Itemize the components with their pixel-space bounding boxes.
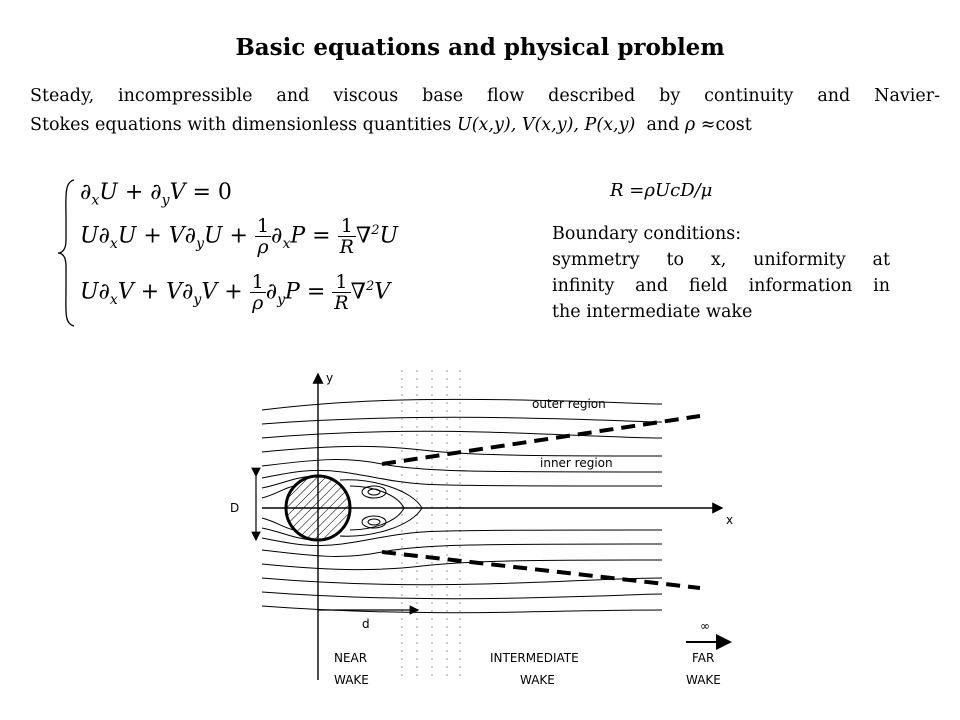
intermediate-wake-line-1: INTERMEDIATE	[490, 651, 579, 665]
axis-y-label: y	[326, 371, 334, 385]
bc-line-1: symmetry to x, uniformity at	[552, 250, 890, 270]
bc-line-2: infinity and field information in	[552, 276, 890, 296]
intro-line-2-mid: and	[635, 115, 685, 135]
region-boundaries	[382, 416, 700, 588]
intro-quantities: U(x,y), V(x,y), P(x,y)	[456, 115, 636, 135]
diameter-label: D	[230, 501, 240, 515]
intro-line-1: Steady, incompressible and viscous base flow described by continuity and Navier-	[30, 86, 940, 106]
boundary-conditions	[552, 221, 890, 325]
intermediate-band	[402, 370, 460, 680]
inner-region-label: inner region	[540, 456, 613, 470]
far-wake-line-2: WAKE	[686, 673, 721, 687]
intro-line-2-prefix: Stokes equations with dimensionless quantities	[30, 115, 457, 135]
wake-flow-diagram	[222, 360, 738, 700]
axis-x-label: x	[726, 513, 734, 527]
infinity-label: ∞	[700, 619, 710, 633]
bc-title: Boundary conditions:	[552, 224, 742, 244]
distance-label: d	[362, 617, 370, 631]
reynolds-number: R =ρUcD/μ	[610, 180, 713, 201]
intro-rho-relation: ρ ≈	[684, 115, 716, 135]
page-title: Basic equations and physical problem	[235, 34, 725, 61]
near-wake-line-1: NEAR	[334, 651, 368, 665]
intro-line-2	[30, 111, 940, 140]
cylinder	[286, 476, 350, 540]
near-wake-line-2: WAKE	[334, 673, 369, 687]
equation-system	[50, 172, 520, 332]
equation-continuity: $\partial_xU + \partial_yV = 0$	[80, 180, 232, 209]
equation-momentum-y: $U\partial_xV + V\partial_yV$ + $\frac{1}{\rho}$ $\partial_yP$ = $\frac{1}{R}$ ∇$^2$V	[80, 271, 391, 314]
intro-paragraph	[30, 82, 940, 140]
intermediate-wake-line-2: WAKE	[520, 673, 555, 687]
equation-momentum-x: $U\partial_xU + V\partial_yU$ + $\frac{1}{\rho}$ $\partial_xP$ = $\frac{1}{R}$ ∇$^2$U	[80, 215, 399, 258]
brace-icon	[56, 178, 78, 328]
far-wake-line-1: FAR	[692, 651, 715, 665]
intro-rho-value: cost	[715, 115, 752, 135]
bc-line-3: the intermediate wake	[552, 302, 753, 322]
outer-region-label: outer region	[532, 397, 606, 411]
